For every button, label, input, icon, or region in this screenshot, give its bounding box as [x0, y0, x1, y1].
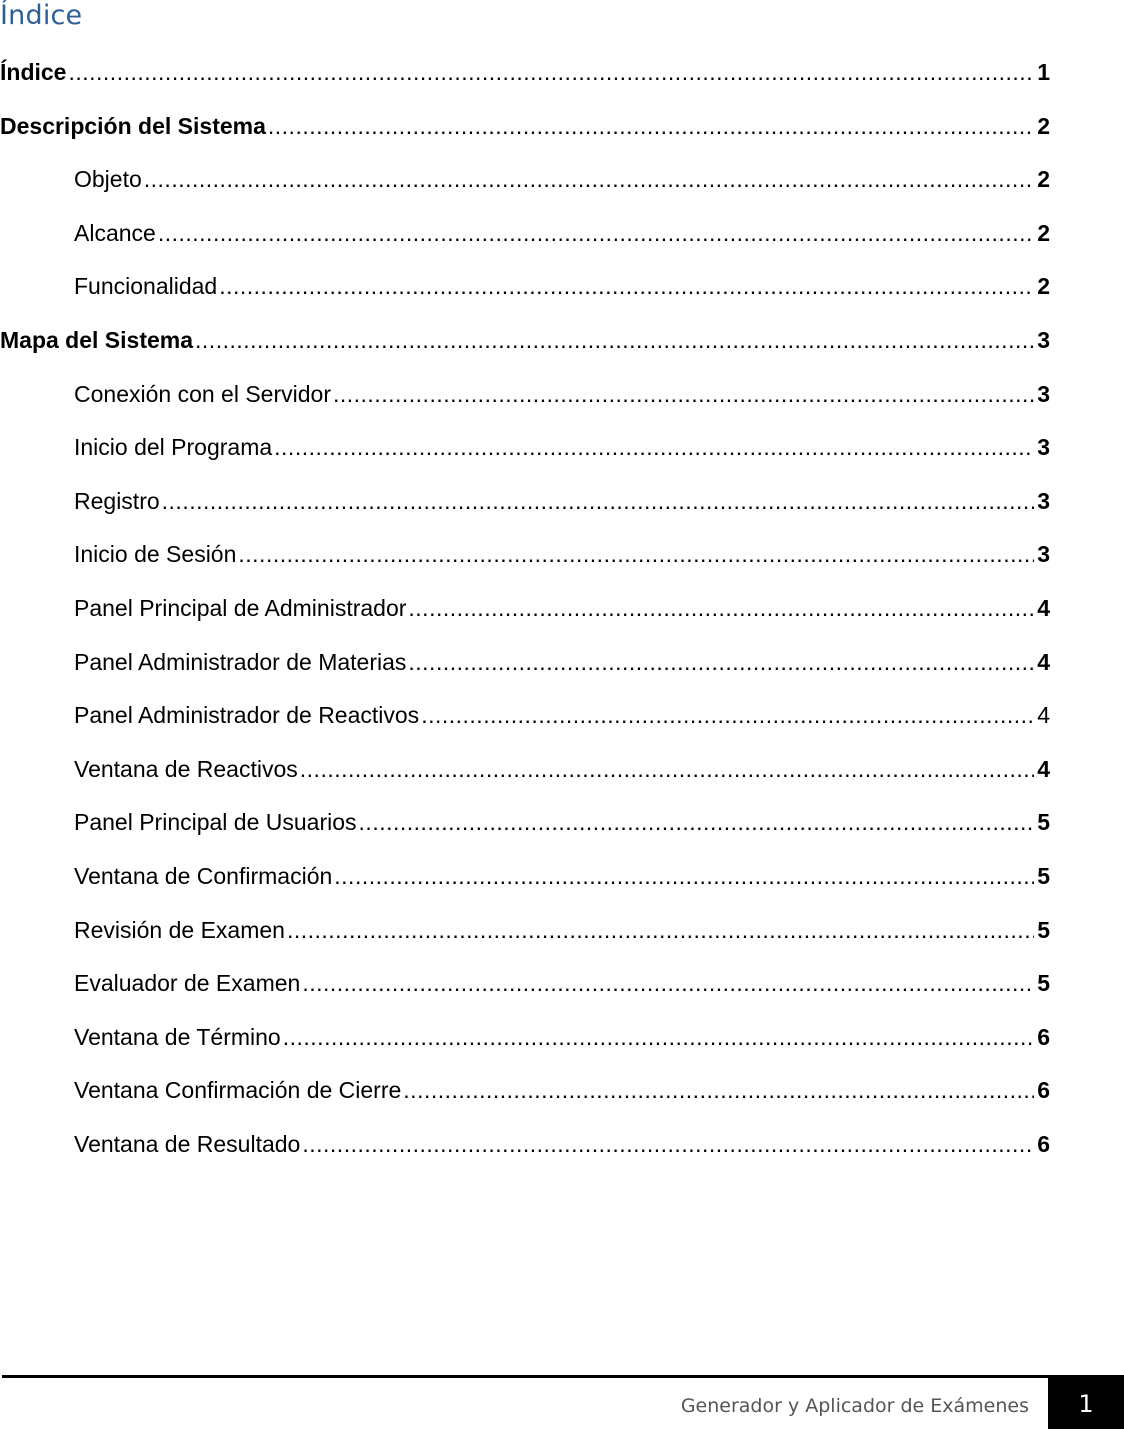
toc-heading: Índice [0, 0, 83, 31]
toc-entry-label: Conexión con el Servidor [74, 380, 331, 407]
toc-entry-page: 3 [1037, 380, 1050, 407]
toc-entry-page: 1 [1037, 59, 1050, 85]
toc-dot-leader [268, 106, 1034, 146]
toc-dot-leader [238, 534, 1034, 574]
toc-entry[interactable] [0, 266, 1050, 306]
toc-entry-page: 5 [1037, 863, 1050, 889]
toc-entry-page: 5 [1037, 970, 1050, 997]
toc-entry[interactable] [0, 749, 1050, 789]
toc-entry-label: Ventana de Término [74, 1023, 281, 1050]
toc-entry[interactable] [0, 320, 1050, 360]
toc-dot-leader [162, 481, 1034, 521]
toc-entry-label: Mapa del Sistema [0, 327, 194, 353]
toc-entry-page: 5 [1037, 809, 1050, 836]
toc-entry[interactable] [0, 481, 1050, 521]
toc-entry-page: 6 [1037, 1131, 1050, 1157]
toc-entry-page: 3 [1037, 434, 1050, 461]
footer-document-title: Generador y Aplicador de Exámenes [680, 1395, 1029, 1417]
toc-entry[interactable] [0, 963, 1050, 1003]
toc-entry[interactable] [0, 588, 1050, 628]
toc-entry-label: Inicio de Sesión [74, 541, 237, 568]
toc-entry-label: Panel Principal de Usuarios [74, 809, 357, 836]
toc-dot-leader [219, 266, 1034, 306]
toc-entry[interactable] [0, 1017, 1050, 1057]
toc-entry-label: Evaluador de Examen [74, 970, 301, 997]
toc-entry-label: Ventana de Resultado [74, 1131, 301, 1157]
toc-entry[interactable] [0, 374, 1050, 414]
toc-entry-label: Panel Administrador de Reactivos [74, 702, 420, 729]
toc-dot-leader [408, 642, 1034, 682]
toc-dot-leader [421, 695, 1034, 735]
toc-entry-label: Índice [0, 59, 67, 85]
toc-entry[interactable] [0, 1124, 1050, 1164]
toc-dot-leader [302, 963, 1034, 1003]
toc-dot-leader [274, 427, 1034, 467]
toc-entry-label: Inicio del Programa [74, 434, 273, 461]
toc-entry-label: Funcionalidad [74, 273, 218, 300]
toc-dot-leader [302, 1124, 1034, 1164]
toc-entry-page: 6 [1037, 1077, 1050, 1104]
toc-entry-label: Objeto [74, 166, 142, 193]
toc-entry[interactable] [0, 213, 1050, 253]
toc-dot-leader [68, 52, 1034, 92]
toc-entry[interactable] [0, 534, 1050, 574]
toc-entry-page: 2 [1037, 219, 1050, 246]
toc-entry-label: Panel Principal de Administrador [74, 595, 407, 621]
toc-entry[interactable] [0, 910, 1050, 950]
toc-dot-leader [158, 213, 1034, 253]
toc-dot-leader [195, 320, 1034, 360]
toc-dot-leader [408, 588, 1034, 628]
toc-entry[interactable] [0, 695, 1050, 735]
toc-entry[interactable] [0, 856, 1050, 896]
toc-entry[interactable] [0, 802, 1050, 842]
toc-entry-page: 5 [1037, 916, 1050, 943]
toc-dot-leader [300, 749, 1034, 789]
toc-entry-page: 4 [1037, 648, 1050, 675]
toc-dot-leader [403, 1070, 1034, 1110]
toc-entry-page: 2 [1037, 166, 1050, 193]
toc-entry-page: 4 [1037, 595, 1050, 621]
toc-entry-label: Revisión de Examen [74, 916, 285, 943]
toc-entry-label: Panel Administrador de Materias [74, 648, 407, 675]
toc-dot-leader [333, 374, 1034, 414]
toc-entry[interactable] [0, 1070, 1050, 1110]
toc-entry-label: Descripción del Sistema [0, 112, 266, 139]
toc-dot-leader [283, 1017, 1034, 1057]
toc-entry-page: 4 [1037, 702, 1050, 729]
toc-entry-page: 2 [1037, 112, 1050, 139]
toc-dot-leader [359, 802, 1034, 842]
toc-entry[interactable] [0, 52, 1050, 92]
toc-entry-page: 6 [1037, 1023, 1050, 1050]
toc-entry[interactable] [0, 427, 1050, 467]
footer-page-number: 1 [1048, 1378, 1124, 1429]
toc-entry-label: Ventana Confirmación de Cierre [74, 1077, 402, 1104]
footer-divider [2, 1375, 1124, 1378]
toc-dot-leader [334, 856, 1034, 896]
toc-dot-leader [287, 910, 1034, 950]
toc-entry-page: 3 [1037, 541, 1050, 568]
toc-entry-label: Registro [74, 487, 160, 514]
toc-entry[interactable] [0, 642, 1050, 682]
toc-entry[interactable] [0, 106, 1050, 146]
toc-entry-page: 2 [1037, 273, 1050, 300]
toc-entry-label: Alcance [74, 219, 156, 246]
toc-dot-leader [144, 159, 1034, 199]
toc-entry-label: Ventana de Reactivos [74, 755, 298, 782]
toc-entry-page: 3 [1037, 327, 1050, 353]
toc-entry-page: 3 [1037, 487, 1050, 514]
toc-entry-page: 4 [1037, 755, 1050, 782]
toc-entry-label: Ventana de Confirmación [74, 863, 333, 889]
toc-entry[interactable] [0, 159, 1050, 199]
